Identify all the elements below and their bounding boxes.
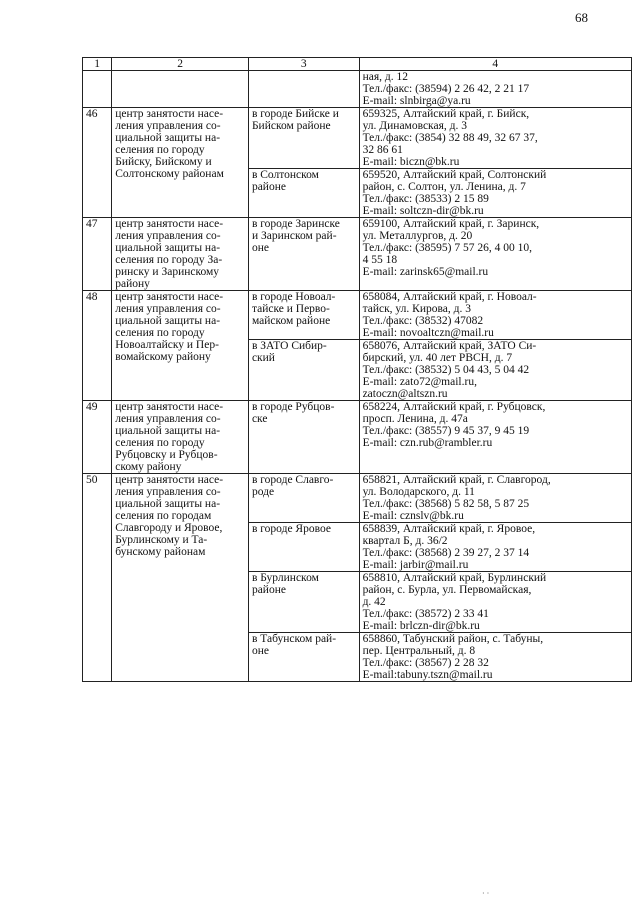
name-line: центр занятости насе- (115, 474, 224, 486)
table-row (83, 474, 632, 523)
contact-line: Тел./факс: (38532) 5 04 43, 5 04 42 (362, 364, 530, 376)
contact-line: 658821, Алтайский край, г. Славгород, (362, 474, 551, 486)
contact-line: E-mail: czn.rub@rambler.ru (362, 437, 493, 449)
num-cell (83, 71, 112, 108)
name-line: циальной защиты на- (115, 425, 221, 437)
name-line: селения по городу (115, 327, 205, 339)
name-line: Рубцовску и Рубцов- (115, 449, 218, 461)
name-line: циальной защиты на- (115, 498, 221, 510)
area-line: в ЗАТО Сибир- (251, 340, 327, 352)
contact-cell (359, 108, 631, 169)
contact-line: Тел./факс: (38572) 2 33 41 (362, 608, 489, 620)
contact-line: Тел./факс: (38595) 7 57 26, 4 00 10, (362, 242, 533, 254)
num-cell: 50 (83, 474, 112, 682)
name-line: селения по городу (115, 144, 205, 156)
contact-line: 658224, Алтайский край, г. Рубцовск, (362, 401, 546, 413)
num-cell: 46 (83, 108, 112, 218)
area-line: ский (251, 352, 275, 364)
area-cell (248, 218, 359, 291)
contact-line: 659325, Алтайский край, г. Бийск, (362, 108, 530, 120)
name-line: центр занятости насе- (115, 401, 224, 413)
name-line: ления управления со- (115, 303, 221, 315)
area-line: роде (251, 486, 275, 498)
area-line: оне (251, 242, 269, 254)
contact-line: 32 86 61 (362, 144, 403, 156)
area-line: в городе Славго- (251, 474, 334, 486)
name-line: ления управления со- (115, 230, 221, 242)
contact-line: 658860, Табунский район, с. Табуны, (362, 633, 544, 645)
area-line: в Бурлинском (251, 572, 319, 584)
contact-line: пер. Центральный, д. 8 (362, 645, 476, 657)
contact-line: 659100, Алтайский край, г. Заринск, (362, 218, 540, 230)
area-line: районе (251, 584, 286, 596)
area-cell (248, 633, 359, 682)
contact-cell (359, 218, 631, 291)
area-cell (248, 474, 359, 523)
contact-cell (359, 71, 631, 108)
contact-line: 659520, Алтайский край, Солтонский (362, 169, 547, 181)
header-cell-2: 2 (112, 58, 249, 71)
area-line: майском районе (251, 315, 331, 327)
contact-line: 658076, Алтайский край, ЗАТО Си- (362, 340, 537, 352)
name-cell (112, 401, 249, 474)
area-line: ске (251, 413, 268, 425)
area-line: оне (251, 645, 269, 657)
contact-line: Тел./факс: (38568) 2 39 27, 2 37 14 (362, 547, 530, 559)
contact-line: zatoczn@altszn.ru (362, 388, 448, 400)
name-cell (112, 108, 249, 218)
name-line: циальной защиты на- (115, 315, 221, 327)
contact-line: район, с. Бурла, ул. Первомайская, (362, 584, 532, 596)
contact-cell (359, 523, 631, 572)
contact-line: Тел./факс: (38568) 5 82 58, 5 87 25 (362, 498, 530, 510)
contact-line: E-mail: zato72@mail.ru, (362, 376, 477, 388)
name-line: Солтонскому районам (115, 168, 224, 180)
header-row (83, 58, 632, 71)
contact-line: 658084, Алтайский край, г. Новоал- (362, 291, 537, 303)
area-line: в городе Новоал- (251, 291, 336, 303)
area-cell (248, 572, 359, 633)
name-line: Бурлинскому и Та- (115, 534, 208, 546)
name-line: селения по городам (115, 510, 212, 522)
contact-line: E-mail: zarinsk65@mail.ru (362, 266, 489, 278)
name-line: Славгороду и Яровое, (115, 522, 223, 534)
table-row (83, 218, 632, 291)
area-line: в Табунском рай- (251, 633, 337, 645)
contact-line: E-mail: soltczn-dir@bk.ru (362, 205, 484, 217)
header-cell-4: 4 (359, 58, 631, 71)
employment-centers-table (82, 57, 632, 682)
contact-cell (359, 291, 631, 340)
table-row (83, 291, 632, 340)
contact-line: E-mail: biczn@bk.ru (362, 156, 460, 168)
area-line: в городе Заринске (251, 218, 340, 230)
num-cell: 47 (83, 218, 112, 291)
area-line: в городе Рубцов- (251, 401, 335, 413)
scan-mark: · · (482, 889, 490, 898)
contact-line: Тел./факс: (38557) 9 45 37, 9 45 19 (362, 425, 530, 437)
contact-line: Тел./факс: (38567) 2 28 32 (362, 657, 489, 669)
name-line: Новоалтайску и Пер- (115, 339, 219, 351)
area-cell (248, 401, 359, 474)
table-row (83, 108, 632, 169)
contact-line: квартал Б, д. 36/2 (362, 535, 448, 547)
name-line: центр занятости насе- (115, 291, 224, 303)
area-line: Бийском районе (251, 120, 331, 132)
contact-line: ная, д. 12 (362, 71, 408, 83)
contact-line: Тел./факс: (38594) 2 26 42, 2 21 17 (362, 83, 530, 95)
contact-cell (359, 572, 631, 633)
name-cell (112, 474, 249, 682)
name-cell (112, 71, 249, 108)
name-line: скому району (115, 461, 182, 473)
area-line: в Солтонском (251, 169, 319, 181)
name-cell (112, 291, 249, 401)
name-line: Бийску, Бийскому и (115, 156, 212, 168)
name-line: вомайскому району (115, 351, 211, 363)
name-line: ления управления со- (115, 413, 221, 425)
contact-line: E-mail: brlczn-dir@bk.ru (362, 620, 480, 632)
name-line: ления управления со- (115, 486, 221, 498)
contact-cell (359, 401, 631, 474)
page-number: 68 (575, 10, 588, 25)
name-line: ринску и Заринскому (115, 266, 220, 278)
contact-cell (359, 633, 631, 682)
contact-line: ул. Володарского, д. 11 (362, 486, 475, 498)
contact-line: E-mail:tabuny.tszn@mail.ru (362, 669, 493, 681)
contact-line: Тел./факс: (38532) 47082 (362, 315, 484, 327)
contact-line: 658810, Алтайский край, Бурлинский (362, 572, 547, 584)
contact-line: ул. Динамовская, д. 3 (362, 120, 467, 132)
name-line: ления управления со- (115, 120, 221, 132)
name-line: циальной защиты на- (115, 242, 221, 254)
area-cell (248, 108, 359, 169)
header-cell-1: 1 (83, 58, 112, 71)
area-cell (248, 523, 359, 572)
contact-line: ул. Металлургов, д. 20 (362, 230, 473, 242)
area-line: и Заринском рай- (251, 230, 337, 242)
contact-cell (359, 340, 631, 401)
contact-line: 658839, Алтайский край, г. Яровое, (362, 523, 536, 535)
contact-line: тайск, ул. Кирова, д. 3 (362, 303, 471, 315)
contact-line: E-mail: novoaltczn@mail.ru (362, 327, 494, 339)
contact-cell (359, 169, 631, 218)
num-cell: 49 (83, 401, 112, 474)
contact-line: 4 55 18 (362, 254, 398, 266)
area-cell (248, 291, 359, 340)
table-row (83, 401, 632, 474)
name-line: центр занятости насе- (115, 218, 224, 230)
area-line: районе (251, 181, 286, 193)
continuation-row (83, 71, 632, 108)
contact-line: просп. Ленина, д. 47а (362, 413, 468, 425)
contact-line: бирский, ул. 40 лет РВСН, д. 7 (362, 352, 513, 364)
name-line: циальной защиты на- (115, 132, 221, 144)
header-cell-3: 3 (248, 58, 359, 71)
area-cell (248, 169, 359, 218)
area-line: в городе Яровое (251, 523, 331, 535)
area-line: в городе Бийске и (251, 108, 339, 120)
name-line: району (115, 278, 150, 290)
contact-line: д. 42 (362, 596, 386, 608)
contact-line: E-mail: slnbirga@ya.ru (362, 95, 471, 107)
contact-line: E-mail: jarbir@mail.ru (362, 559, 469, 571)
contact-line: E-mail: cznslv@bk.ru (362, 510, 464, 522)
name-cell (112, 218, 249, 291)
area-cell (248, 71, 359, 108)
name-line: центр занятости насе- (115, 108, 224, 120)
area-line: тайске и Перво- (251, 303, 330, 315)
contact-line: район, с. Солтон, ул. Ленина, д. 7 (362, 181, 526, 193)
num-cell: 48 (83, 291, 112, 401)
contact-cell (359, 474, 631, 523)
name-line: бунскому районам (115, 546, 206, 558)
name-line: селения по городу За- (115, 254, 223, 266)
contact-line: Тел./факс: (38533) 2 15 89 (362, 193, 489, 205)
contact-line: Тел./факс: (3854) 32 88 49, 32 67 37, (362, 132, 538, 144)
name-line: селения по городу (115, 437, 205, 449)
area-cell (248, 340, 359, 401)
